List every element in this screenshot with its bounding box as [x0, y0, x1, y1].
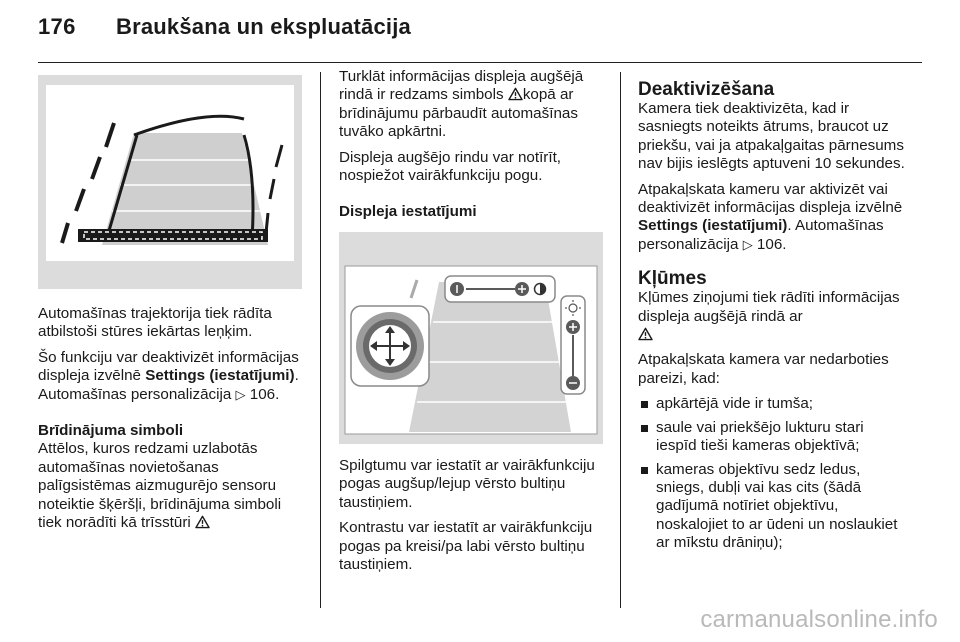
malfunction-list: [638, 395, 906, 552]
camera-trajectory-illustration: [38, 75, 302, 289]
warning-info-paragraph: Turklāt informācijas displeja augšējā rindā ir redzams simbols kopā ar brīdinājumu pārbaudīt automašīnas tuvāko apkārtni.: [339, 68, 584, 141]
watermark: carmanualsonline.info: [700, 606, 938, 633]
deactivate-trajectory-paragraph: Šo funkciju var deaktivizēt informācijas displeja izvēlnē Settings (iestatījumi). Automašīnas personalizācija ▷ 106.: [38, 348, 299, 403]
warning-symbols-paragraph: Attēlos, kuros redzami uzlabotās automašīnas novietošanas palīgsistēmas aizmugurējo sensoru noteiktie šķēršļi, brīdinājuma simboli tiek norādīti kā trīsstūri: [38, 440, 282, 532]
column-divider-2: [620, 72, 621, 608]
page-reference: 106.: [249, 385, 280, 403]
column-2-text-top: [339, 68, 607, 222]
page-ref-arrow-icon: ▷: [742, 236, 753, 252]
page-number: 176: [38, 14, 76, 39]
column-divider-1: [320, 72, 321, 608]
warning-triangle-icon: [195, 515, 210, 529]
brightness-paragraph: Spilgtumu var iestatīt ar vairākfunkciju pogas augšup/lejup vērsto bultiņu taustiņiem.: [339, 457, 595, 511]
column-1-text: [38, 305, 308, 539]
contrast-paragraph: Kontrastu var iestatīt ar vairākfunkciju pogas pa kreisi/pa labi vērsto bultiņu taustiņiem.: [339, 519, 593, 574]
error-messages-paragraph: Kļūmes ziņojumi tiek rādīti informācijas displeja augšējā rindā ar: [638, 289, 906, 344]
header-rule: [38, 62, 922, 63]
malfunction-intro-paragraph: Atpakaļskata kamera var nedarboties pareizi, kad:: [638, 351, 889, 387]
page-ref-arrow-icon: ▷: [235, 386, 246, 402]
page-title: Braukšana un ekspluatācija: [116, 14, 411, 39]
warning-symbols-heading: Brīdinājuma simboli: [38, 422, 184, 440]
errors-heading: Kļūmes: [638, 268, 707, 290]
warning-triangle-icon: [638, 327, 653, 341]
list-item: apkārtējā vide ir tumša;: [638, 395, 906, 413]
settings-menu-label: Settings (iestatījumi): [638, 217, 788, 235]
clear-line-paragraph: Displeja augšējo rindu var notīrīt, nospiežot vairākfunkciju pogu.: [339, 148, 562, 185]
list-item: kameras objektīvu sedz ledus, sniegs, dubļi vai kas cits (šādā gadījumā notīriet objektīvu, noskalojiet to ar ūdeni un noslaukiet ar mīkstu drāniņu);: [638, 461, 906, 553]
camera-trajectory-figure: [38, 75, 302, 289]
display-settings-figure: [339, 232, 603, 444]
column-3-text: [638, 80, 906, 558]
list-item: saule vai priekšējo lukturu stari iespīd tieši kameras objektīvā;: [638, 419, 906, 456]
display-settings-heading: Displeja iestatījumi: [339, 203, 477, 221]
page-reference: 106.: [756, 235, 787, 253]
page-header: [0, 0, 960, 62]
deactivation-heading: Deaktivizēšana: [638, 79, 775, 100]
settings-menu-label: Settings (iestatījumi): [145, 367, 295, 385]
activate-camera-paragraph: Atpakaļskata kameru var aktivizēt vai deaktivizēt informācijas displeja izvēlnē Settings (iestatījumi). Automašīnas personalizācija ▷ 106.: [638, 180, 903, 253]
warning-triangle-icon: [508, 87, 523, 101]
deactivation-paragraph: Kamera tiek deaktivizēta, kad ir sasniegts noteikts ātrums, braucot uz priekšu, vai ja atpakaļgaitas pārnesums nav bijis ieslēgts aptuveni 10 sekundes.: [638, 100, 905, 173]
trajectory-paragraph: Automašīnas trajektorija tiek rādīta atbilstoši stūres iekārtas leņķim.: [38, 305, 272, 341]
display-settings-illustration: [339, 232, 603, 444]
column-2-text-bottom: [339, 457, 607, 581]
